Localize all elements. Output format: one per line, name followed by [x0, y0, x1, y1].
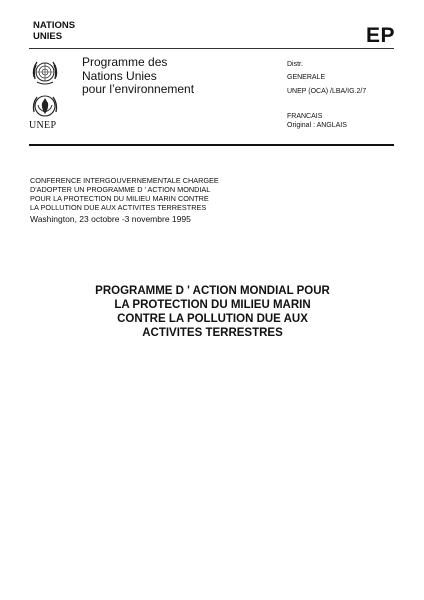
conference-line-4: LA POLLUTION DUE AUX ACTIVITES TERRESTRES [30, 203, 207, 212]
document-symbol: EP [366, 24, 396, 47]
header-divider [29, 48, 394, 49]
title-line-1: PROGRAMME D ' ACTION MONDIAL POUR [95, 285, 330, 297]
nations-unies-line-1: NATIONS [33, 20, 76, 31]
original-language: Original : ANGLAIS [287, 122, 347, 129]
title-line-2: LA PROTECTION DU MILIEU MARIN [114, 299, 311, 311]
unep-emblem-icon [31, 92, 59, 120]
organization-name [82, 56, 194, 97]
un-emblem-icon [30, 57, 60, 87]
document-title [60, 284, 365, 340]
document-language: FRANCAIS [287, 113, 323, 120]
conference-name [30, 176, 219, 212]
document-reference: UNEP (OCA) /LBA/IG.2/7 [287, 88, 367, 95]
title-line-4: ACTIVITES TERRESTRES [142, 327, 283, 339]
nations-unies-label [33, 20, 75, 42]
organization-name-line-2: Nations Unies [82, 68, 157, 83]
distribution-label: Distr. [287, 61, 303, 68]
organization-name-line-3: pour l’environnement [82, 82, 195, 96]
nations-unies-line-2: UNIES [33, 31, 63, 42]
title-line-3: CONTRE LA POLLUTION DUE AUX [117, 313, 308, 325]
organization-name-line-1: Programme des [82, 55, 168, 69]
conference-line-2: D'ADOPTER UN PROGRAMME D ' ACTION MONDIAL [30, 185, 211, 194]
unep-label: UNEP [29, 120, 57, 131]
conference-line-1: CONFERENCE INTERGOUVERNEMENTALE CHARGEE [30, 176, 219, 185]
conference-line-3: POUR LA PROTECTION DU MILIEU MARIN CONTRE [30, 194, 209, 203]
distribution-type: GENERALE [287, 74, 326, 81]
header-bottom-divider [29, 144, 394, 146]
conference-venue-date: Washington, 23 octobre -3 novembre 1995 [30, 214, 191, 224]
